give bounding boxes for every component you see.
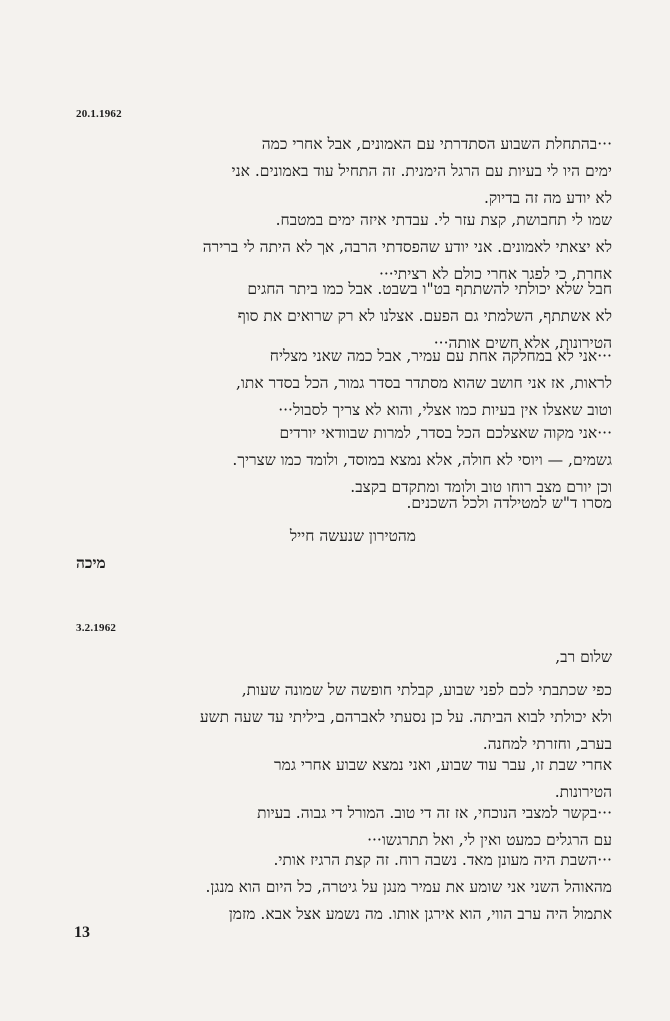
text-line: וטוב שאצלו אין בעיות כמו אצלי, והוא לא צריך לסבול··· — [278, 401, 612, 419]
text-line: גשמים, — ויוסי לא חולה, אלא נמצא במוסד, ולומד כמו שצריך. — [232, 451, 612, 469]
letter2-paragraph-2 — [76, 752, 612, 806]
text-line: ולא יכולתי לבוא הביתה. על כן נסעתי לאברהם, ביליתי עד שעה תשע — [199, 708, 612, 726]
text-line: הטירונות, אלא חשים אותה··· — [433, 334, 612, 352]
text-line: מהאוהל השני אני שומע את עמיר מנגן על גיטרה, כל היום הוא מנגן. — [205, 878, 612, 896]
text-line: לא יצאתי לאמונים. אני יודע שהפסדתי הרבה, אך לא היתה לי ברירה — [202, 238, 612, 256]
text-line: ימים היו לי בעיות עם הרגל הימנית. זה התחיל עוד באמונים. אני — [231, 162, 612, 180]
letter1-greeting: מסרו ד"ש למטילדה ולכל השכנים. — [406, 494, 612, 512]
text-line: כפי שכתבתי לכם לפני שבוע, קבלתי חופשה של שמונה שעות, — [241, 681, 612, 699]
letter1-paragraph-4 — [76, 343, 612, 424]
text-line: לא יודע מה זה בדיוק. — [483, 189, 612, 207]
text-line: וכן יורם מצב רוחו טוב ולומד ומתקדם בקצב. — [350, 478, 612, 496]
text-line: ···אני לא במחלקה אחת עם עמיר, אבל כמה שאני מצליח — [269, 347, 612, 365]
letter2-salutation: שלום רב, — [555, 648, 612, 666]
text-line: ···בקשר למצבי הנוכחי, אז זה די טוב. המורל די גבוה. בעיות — [257, 804, 612, 822]
letter2-paragraph-4 — [76, 847, 612, 928]
letter2-date: 3.2.1962 — [76, 622, 117, 634]
text-line: אתמול היה ערב הווי, הוא אירגן אותו. מה נשמע אצל אבא. מזמן — [228, 905, 612, 923]
page-number: 13 — [74, 924, 90, 941]
text-line: ···השבת היה מעונן מאד. נשבה רוח. זה קצת הרגיז אותי. — [273, 851, 612, 869]
text-line: בערב, וחזרתי למחנה. — [482, 735, 612, 753]
letter1-paragraph-1 — [76, 131, 612, 212]
text-line: עם הרגלים כמעט ואין לי, ואל תתרגשו··· — [367, 831, 612, 849]
letter1-closing: מהטירון שנעשה חייל — [289, 527, 416, 545]
text-line: לא אשתתף, השלמתי גם הפעם. אצלנו לא רק שרואים את סוף — [237, 307, 612, 325]
text-line: אחרי שבת זו, עבר עוד שבוע, ואני נמצא שבוע אחרי גמר — [274, 756, 612, 774]
letter1-paragraph-5 — [76, 420, 612, 501]
text-line: ···אני מקוה שאצלכם הכל בסדר, למרות שבוודאי יורדים — [279, 424, 612, 442]
letter2-paragraph-3 — [76, 800, 612, 854]
letter1-signature: מיכה — [76, 553, 106, 572]
text-line: ···בהתחלת השבוע הסתדרתי עם האמונים, אבל אחרי כמה — [261, 135, 612, 153]
text-line: אחרת, כי לפגר אחרי כולם לא רציתי··· — [378, 265, 612, 283]
text-line: לראות, אז אני חושב שהוא מסתדר בסדר גמור, הכל בסדר אתו, — [236, 374, 612, 392]
text-line: הטירונות. — [554, 783, 612, 801]
letter2-paragraph-1 — [76, 677, 612, 758]
text-line: חבל שלא יכולתי להשתתף בט"ו בשבט. אבל כמו ביתר החגים — [247, 280, 612, 298]
text-line: שמו לי תחבושת, קצת עזר לי. עבדתי איזה ימים במטבח. — [275, 211, 612, 229]
letter1-date: 20.1.1962 — [76, 108, 122, 120]
